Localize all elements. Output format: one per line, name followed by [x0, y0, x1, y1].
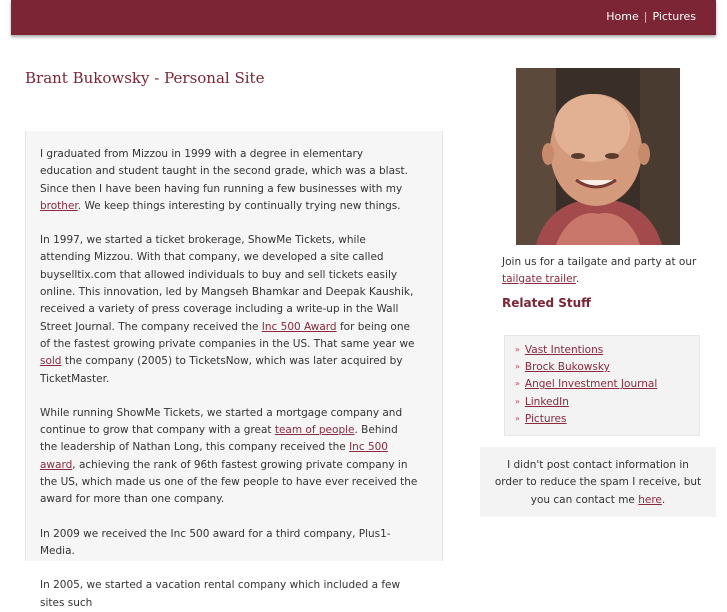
sold-link[interactable]: sold [40, 355, 62, 368]
paragraph-text: I graduated from Mizzou in 1999 with a degree in elementary education and student taught in the second grade, which was a blast. Since then I have been having fun running a few businesses with my [40, 148, 408, 195]
nav-home-link[interactable]: Home [606, 10, 639, 23]
paragraph-text: . We keep things interesting by continually trying new things. [77, 199, 401, 212]
list-item [515, 359, 699, 376]
list-item [515, 376, 699, 393]
paragraph-text: for being one of the fastest growing private companies in the US. That same year we [40, 320, 415, 350]
paragraph-showme-tickets [40, 232, 418, 388]
site-title: Brant Bukowsky - Personal Site [25, 69, 265, 87]
bullet-icon: » [515, 379, 520, 389]
contact-note-text: . [661, 493, 666, 506]
paragraph-plus1-media: In 2009 we received the Inc 500 award for a third company, Plus1-Media. [40, 527, 391, 557]
contact-here-link[interactable]: here [638, 493, 662, 506]
paragraph-education [40, 146, 418, 215]
related-link-angel-investment-journal[interactable]: Angel Investment Journal [524, 378, 658, 391]
paragraph-text: the company (2005) to TicketsNow, which was later acquired by TicketMaster. [40, 355, 403, 385]
related-stuff-heading: Related Stuff [502, 296, 591, 310]
paragraph-text: . Behind the leadership of Nathan Long, this company received the [40, 424, 398, 454]
bullet-icon: » [515, 345, 520, 354]
profile-photo-image [516, 68, 680, 245]
contact-note-text: I didn't post contact information in order to reduce the spam I receive, but you can contact me [494, 459, 702, 506]
list-item [515, 394, 699, 411]
team-of-people-link[interactable]: team of people [274, 424, 355, 437]
nav-pictures-link[interactable]: Pictures [652, 10, 696, 23]
tailgate-note-text: . [575, 273, 580, 285]
paragraph-text: While running ShowMe Tickets, we started a mortgage company and continue to grow that company with a great [40, 406, 403, 437]
list-item [515, 342, 699, 359]
tailgate-note [502, 254, 702, 288]
paragraph-vacation-rental: In 2005, we started a vacation rental company which included a few sites such [40, 579, 401, 609]
bullet-icon: » [515, 362, 520, 372]
related-link-linkedin[interactable]: LinkedIn [524, 395, 569, 408]
list-item [515, 411, 699, 428]
header-bar [11, 0, 716, 35]
profile-photo [516, 68, 680, 245]
related-link-vast-intentions[interactable]: Vast Intentions [524, 344, 604, 356]
tailgate-trailer-link[interactable]: tailgate trailer [502, 273, 576, 285]
brother-link[interactable]: brother [40, 199, 78, 212]
related-links-list [505, 336, 699, 428]
related-link-brock-bukowsky[interactable]: Brock Bukowsky [524, 361, 610, 374]
paragraph-mortgage [40, 405, 418, 509]
tailgate-note-text: Join us for a tailgate and party at our [502, 256, 697, 268]
bullet-icon: » [515, 396, 520, 406]
bullet-icon: » [515, 413, 520, 423]
main-content [25, 131, 443, 609]
paragraph-text: , achieving the rank of 96th fastest growing private company in the US, which made us one of the few people to have ever received the award for more than one company. [40, 458, 418, 506]
nav-separator: | [643, 10, 648, 23]
inc-500-award-link-2[interactable]: Inc 500 award [40, 441, 388, 471]
related-link-pictures[interactable]: Pictures [524, 412, 567, 425]
related-links-box [504, 335, 700, 436]
contact-note-box [480, 447, 716, 517]
paragraph-text: In 1997, we started a ticket brokerage, ShowMe Tickets, while attending Mizzou. With that company, we developed a site called buyselltix.com that allowed individuals to buy and sell tickets easily online. This innovation, led by Mangseh Bhamkar and Deepak Kaushik, received a variety of press coverage including a write-up in the Wall Street Journal. The company received the [40, 234, 414, 333]
inc-500-award-link[interactable]: Inc 500 Award [261, 320, 337, 333]
top-nav [606, 10, 696, 23]
